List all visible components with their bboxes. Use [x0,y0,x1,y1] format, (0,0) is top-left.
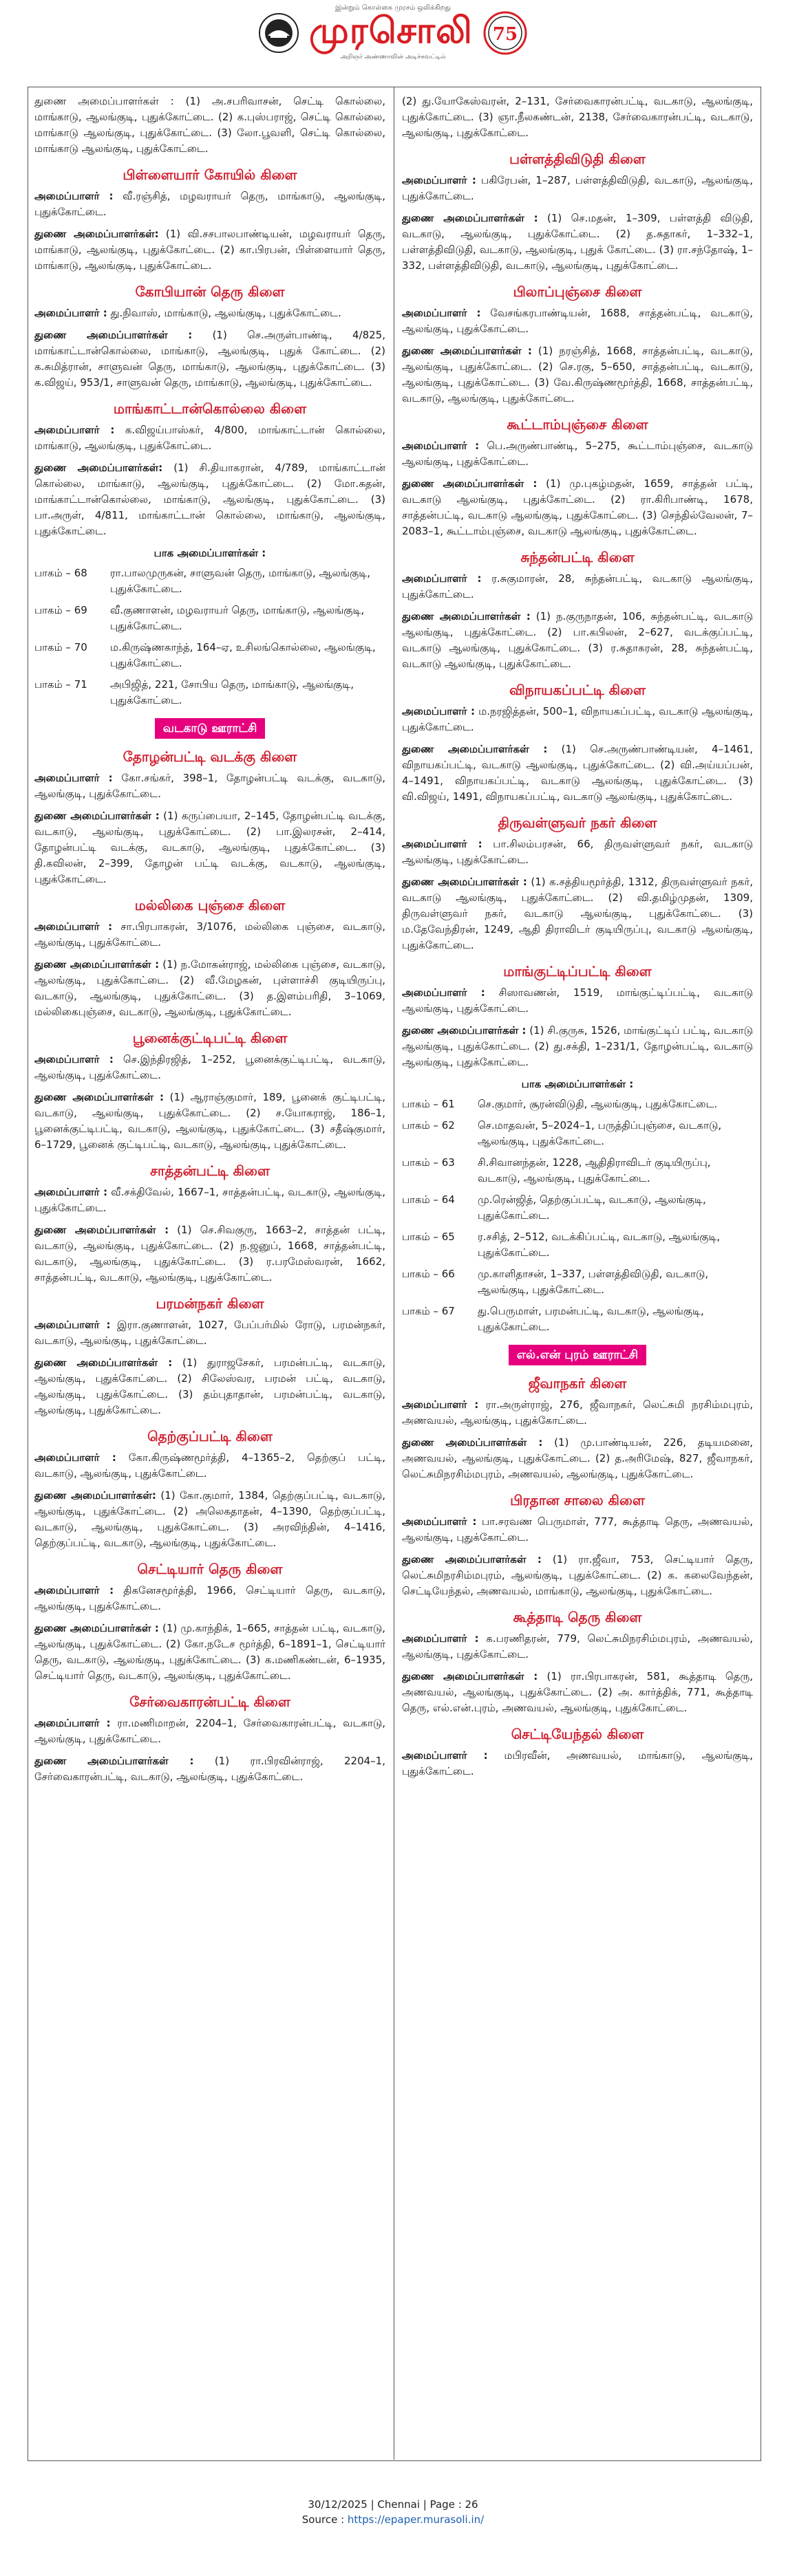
branch-heading: பரமன்நகர் கிளை [156,1295,264,1312]
booth-organiser: ர.சசித், 2–512, வடக்கிப்பட்டி, வடகாடு, ஆலங்குடி, புதுக்கோட்டை. [478,1231,721,1259]
member-details: (1) ரா.ஜீவா, 753, செட்டியார் தெரு, லெட்சுமிநரசிம்மபுரம், ஆலங்குடி, புதுக்கோட்டை. (2) க. கலைவேந்தன், செட்டியேந்தல், அணவயல், மாங்காடு, ஆலங்குடி, புதுக்கோட்டை. [402,1553,753,1597]
role-label: துணை அமைப்பாளர்கள் : [402,1024,527,1037]
booth-row [402,1155,753,1187]
member-entry [34,1222,385,1286]
booth-organiser: ம.கிருஷ்ணகாந்த், 164–ஏ, உசிலங்கொல்லை, ஆலங்குடி, புதுக்கோட்டை. [110,641,376,669]
branch-heading: தெற்குப்பட்டி கிளை [147,1428,273,1444]
member-details: வீ.சக்திவேல், 1667–1, சாத்தன்பட்டி, வடகாடு, ஆலங்குடி, புதுக்கோட்டை. [34,1186,385,1214]
member-details: துணை அமைப்பாளர்கள் : (1) அ.சபரிவாசன், செட்டி கொல்லை, மாங்காடு, ஆலங்குடி, புதுக்கோட்டை. (2) க.புஸ்பராஜ், செட்டி கொல்லை, மாங்காடு ஆலங்குடி, புதுக்கோட்டை. (3) லோ.பூவளி, செட்டி கொல்லை, மாங்காடு ஆலங்குடி, புதுக்கோட்டை. [34,95,385,155]
member-entry [34,1753,385,1785]
booth-number: பாகம் – 65 [402,1231,455,1243]
member-details: (1) வி.சசபாலபாண்டியன், மழவராயர் தெரு, மாங்காடு, ஆலங்குடி, புதுக்கோட்டை. (2) கா.பிரபன், பிள்ளையார் தெரு, மாங்காடு, ஆலங்குடி, புதுக்கோட்டை. [34,228,385,272]
member-entry [34,327,385,391]
booth-organiser: ரா.பாலமுருகன், சாளுவன் தெரு, மாங்காடு, ஆலங்குடி, புதுக்கோட்டை. [110,567,370,595]
panchayat-banner: எல்.என் புரம் ஊராட்சி [509,1345,646,1365]
member-details: சா.பிரபாகரன், 3/1076, மல்லிகை புஞ்சை, வடகாடு, ஆலங்குடி, புதுக்கோட்டை. [34,920,385,949]
role-label: அமைப்பாளர் : [402,986,485,999]
member-entry [402,874,753,953]
booth-row [34,565,385,597]
masthead-tagline: இன்றும் கொள்கை முரசம் ஒலிக்கிறது [334,4,452,12]
member-details: பா.சரவண பெருமாள், 777, கூத்தாடி தெரு, அணவயல், ஆலங்குடி, புதுக்கோட்டை. [402,1515,753,1544]
branch-heading: செட்டியார் தெரு கிளை [137,1561,283,1577]
member-details: பெ.அருண்பாண்டி, 5–275, கூட்டாம்புஞ்சை, வடகாடு ஆலங்குடி, புதுக்கோட்டை. [402,440,753,468]
member-details: (1) கருப்பையா, 2–145, தோழன்பட்டி வடக்கு, வடகாடு, ஆலங்குடி, புதுக்கோட்டை. (2) பா.இலரசன், 2–414, தோழன்பட்டி வடக்கு, வடகாடு, ஆலங்குடி, புதுக்கோட்டை. (3) தி.கவிலன், 2–399, தோழன் பட்டி வடக்கு, வடகாடு, ஆலங்குடி, புதுக்கோட்டை. [34,810,385,885]
member-details: (1) மு.புகழ்மதன், 1659, சாத்தன் பட்டி, வடகாடு ஆலங்குடி, புதுக்கோட்டை. (2) ரா.கிரிபாண்டி, 1678, சாத்தன்பட்டி, வடகாடு ஆலங்குடி, புதுக்கோட்டை. (3) செந்தில்வேலன், 7–2083–1, கூட்டாம்புஞ்சை, வடகாடு ஆலங்குடி, புதுக்கோட்டை. [402,477,753,537]
member-details: (1) மு.காந்திக், 1–665, சாத்தன் பட்டி, வடகாடு, ஆலங்குடி, புதுக்கோட்டை. (2) கோ.நடேச மூர்த்தி, 6–1891–1, செட்டியார் தெரு, வடகாடு, ஆலங்குடி, புதுக்கோட்டை. (3) க.மணிகண்டன், 6–1935, செட்டியார் தெரு, வடகாடு, ஆலங்குடி, புதுக்கோட்டை. [34,1622,385,1682]
member-details: இரா.குணாளன், 1027, பேப்பர்மில் ரோடு, பரமன்நகர், வடகாடு, ஆலங்குடி, புதுக்கோட்டை. [34,1319,385,1347]
branch-heading: பிலாப்புஞ்சை கிளை [513,283,642,300]
booth-organiser: அபிஜித், 221, சோபிய தெரு, மாங்காடு, ஆலங்குடி, புதுக்கோட்டை. [110,678,354,706]
branch-heading: மாங்குட்டிப்பட்டி கிளை [503,963,652,979]
role-label: அமைப்பாளர் : [402,1398,479,1411]
member-details: (1) செ.அருண்பாண்டியன், 4–1461, விநாயகப்பட்டி, வடகாடு ஆலங்குடி, புதுக்கோட்டை. (2) வி.அய்யப்பன், 4–1491, விநாயகப்பட்டி, வடகாடு ஆலங்குடி, புதுக்கோட்டை. (3) வி.விஜய், 1491, விநாயகப்பட்டி, வடகாடு ஆலங்குடி, புதுக்கோட்டை. [402,743,753,803]
member-details: பகிரேபன், 1–287, பள்ளத்திவிடுதி, வடகாடு, ஆலங்குடி, புதுக்கோட்டை. [402,174,753,202]
member-entry [402,94,753,141]
role-label: துணை அமைப்பாளர்கள் : [402,1436,543,1449]
booth-organiser: மு.காளிதாசன், 1–337, பள்ளத்திவிடுதி, வடகாடு, ஆலங்குடி, புதுக்கோட்டை. [478,1268,709,1296]
booth-row [34,640,385,671]
role-label: துணை அமைப்பாளர்கள் : [34,1091,164,1103]
member-entry [34,1317,385,1349]
role-label: அமைப்பாளர் : [34,424,115,436]
booth-number: பாகம் – 64 [402,1193,455,1206]
member-details: ர.சுகுமாரன், 28, சுந்தன்பட்டி, வடகாடு ஆலங்குடி, புதுக்கோட்டை. [402,572,753,600]
booth-row [34,677,385,708]
member-details: (1) ந.மோகன்ராஜ், மல்லிகை புஞ்சை, வடகாடு, ஆலங்குடி, புதுக்கோட்டை. (2) வீ.மேழகன், புள்ளாச்சி குடியிருப்பு, வடகாடு, ஆலங்குடி, புதுக்கோட்டை. (3) த.இளம்பரிதி, 3–1069, மல்லிகைபுஞ்சை, வடகாடு, ஆலங்குடி, புதுக்கோட்டை. [34,958,385,1018]
member-details: (1) ந.குருநாதன், 106, சுந்தன்பட்டி, வடகாடு ஆலங்குடி, புதுக்கோட்டை. (2) பா.கபிலன், 2–627, வடக்குப்பட்டி, வடகாடு ஆலங்குடி, புதுக்கோட்டை. (3) ர.சுதாகரன், 28, சுந்தன்பட்டி, வடகாடு ஆலங்குடி, புதுக்கோட்டை. [402,610,753,670]
member-entry [34,1715,385,1747]
booth-number: பாகம் – 69 [34,604,87,616]
masthead-subtagline: அறிஞர் அண்ணாவின் அடிச்சுவட்டில் [340,54,446,61]
rising-sun-emblem-icon [258,12,299,54]
member-entry [402,609,753,672]
member-entry [402,1514,753,1546]
role-label: துணை அமைப்பாளர்கள்: [34,1489,156,1502]
booth-number: பாகம் – 66 [402,1268,455,1280]
booth-row [402,1229,753,1261]
section-subheading: பாக அமைப்பாளர்கள் : [521,1078,634,1090]
member-details: கோ.கிருஷ்ணமூர்த்தி, 4–1365–2, தெற்குப் பட்டி, வடகாடு, ஆலங்குடி, புதுக்கோட்டை. [34,1451,385,1480]
member-entry [402,1552,753,1599]
role-label: அமைப்பாளர் : [402,307,481,319]
logo [258,10,528,56]
booth-row [402,1266,753,1298]
member-details: (1) ரா.பிரவின்ராஜ், 2204–1, சேர்வைகாரன்பட்டி, வடகாடு, ஆலங்குடி, புதுக்கோட்டை. [34,1755,385,1783]
branch-heading: பிள்ளையார் கோயில் கிளை [123,166,297,183]
member-entry [34,1052,385,1083]
footer-source-line [0,2512,786,2527]
member-entry [402,1435,753,1482]
branch-heading: பிரதான சாலை கிளை [510,1492,645,1508]
member-details: (1) செ.சிவகுரு, 1663–2, சாத்தன் பட்டி, வடகாடு, ஆலங்குடி, புதுக்கோட்டை. (2) ந.ஜனுப், 1668, சாத்தன்பட்டி, வடகாடு, ஆலங்குடி, புதுக்கோட்டை. (3) ர.பரமேஸ்வரன், 1662, சாத்தன்பட்டி, வடகாடு, ஆலங்குடி, புதுக்கோட்டை. [34,1224,385,1284]
member-entry [34,1450,385,1482]
member-details: திகனேசமூர்த்தி, 1966, செட்டியார் தெரு, வடகாடு, ஆலங்குடி, புதுக்கோட்டை. [34,1584,385,1612]
member-entry [34,1090,385,1153]
member-entry [402,210,753,274]
booth-row [402,1118,753,1149]
member-details: வேசங்கரபாண்டியன், 1688, சாத்தன்பட்டி, வடகாடு, ஆலங்குடி, புதுக்கோட்டை. [402,307,753,335]
booth-number: பாகம் – 67 [402,1305,455,1317]
anniversary-75-badge [482,10,528,56]
role-label: அமைப்பாளர் : [402,1632,479,1645]
role-label: அமைப்பாளர் : [34,1319,111,1331]
role-label: துணை அமைப்பாளர்கள் : [402,876,527,888]
member-entry [402,704,753,735]
member-entry [34,1583,385,1614]
role-label: துணை அமைப்பாளர்கள் : [34,1622,159,1634]
booth-row [402,1192,753,1224]
panchayat-banner: வடகாடு ஊராட்சி [155,718,266,739]
member-details: (1) க.சத்தியமூர்த்தி, 1312, திருவள்ளுவர் நகர், வடகாடு ஆலங்குடி, புதுக்கோட்டை. (2) வி.தமிழ்முதன், 1309, திருவள்ளுவர் நகர், வடகாடு ஆலங்குடி, புதுக்கோட்டை. (3) ம.தேவேந்திரன், 1249, ஆதி திராவிடர் குடியிருப்பு, வடகாடு ஆலங்குடி, புதுக்கோட்டை. [402,876,753,951]
member-details: ரா.மணிமாறன், 2204–1, சேர்வைகாரன்பட்டி, வடகாடு, ஆலங்குடி, புதுக்கோட்டை. [34,1717,385,1745]
member-entry [34,1488,385,1551]
masthead [0,0,786,66]
member-entry [34,305,385,321]
booth-row [402,1096,753,1112]
member-details: பா.சிலம்பரசன், 66, திருவள்ளுவர் நகர், வடகாடு ஆலங்குடி, புதுக்கோட்டை. [402,838,753,866]
branch-heading: தோழன்பட்டி வடக்கு கிளை [123,748,297,765]
role-label: துணை அமைப்பாளர்கள் : [402,743,548,755]
member-details: (1) செ.மதன், 1–309, பள்ளத்தி விடுதி, வடகாடு, ஆலங்குடி, புதுக்கோட்டை. (2) த.சுதாகர், 1–332–1, பள்ளத்திவிடுதி, வடகாடு, ஆலங்குடி, புதுக் கோட்டை. (3) ரா.சந்தோஷ், 1–332, பள்ளத்திவிடுதி, வடகாடு, ஆலங்குடி, புதுக்கோட்டை. [402,212,753,272]
branch-heading: செட்டியேந்தல் கிளை [511,1726,644,1742]
member-details: சிஸாவணன், 1519, மாங்குட்டிப்பட்டி, வடகாடு ஆலங்குடி, புதுக்கோட்டை. [402,986,753,1015]
member-entry [402,1669,753,1716]
member-entry [34,94,385,157]
role-label: அமைப்பாளர் : [34,307,107,319]
logo-wordmark: முரசொலி [309,10,473,52]
member-details: க.விஜய்பாஸ்கர், 4/800, மாங்காட்டான் கொல்லை, மாங்காடு, ஆலங்குடி, புதுக்கோட்டை. [34,424,385,452]
role-label: அமைப்பாளர் : [402,174,476,186]
role-label: அமைப்பாளர் : [34,1584,114,1597]
member-details: (1) ரா.பிரபாகரன், 581, கூத்தாடி தெரு, அணவயல், ஆலங்குடி, புதுக்கோட்டை. (2) அ. கார்த்திக், 771, கூத்தாடி தெரு, எல்.என்.புரம், அணவயல், ஆலங்குடி, புதுக்கோட்டை. [402,1670,753,1714]
left-column [34,94,385,2453]
role-label: துணை அமைப்பாளர்கள் : [402,610,531,623]
member-entry [34,957,385,1020]
section-subheading: பாக அமைப்பாளர்கள் : [153,547,266,559]
role-label: அமைப்பாளர் : [402,440,480,452]
booth-organiser: சி.சிவானந்தன், 1228, ஆதிதிராவிடர் குடியிருப்பு, வடகாடு, ஆலங்குடி, புதுக்கோட்டை. [478,1156,711,1184]
member-entry [402,476,753,539]
member-details: (1) மு.பாண்டியன், 226, தடியமனை, அணவயல், ஆலங்குடி, புதுக்கோட்டை. (2) த.அரிமேஷ், 827, ஜீவாநகர், லெட்சுமிநரசிம்மபுரம், அணவயல், ஆலங்குடி, புதுக்கோட்டை. [402,1436,753,1480]
anniversary-number: 75 [492,24,518,45]
right-column [402,94,753,2453]
member-details: து.நிவாஸ், மாங்காடு, ஆலங்குடி, புதுக்கோட்டை. [107,307,341,319]
booth-number: பாகம் – 70 [34,641,87,653]
member-entry [34,422,385,454]
booth-organiser: து.பெருமாள், பரமன்பட்டி, வடகாடு, ஆலங்குடி, புதுக்கோட்டை. [478,1305,704,1333]
branch-heading: பூனைக்குட்டிபட்டி கிளை [132,1030,288,1046]
role-label: துணை அமைப்பாளர்கள் : [34,1224,169,1236]
member-entry [34,460,385,539]
branch-heading: சுந்தன்பட்டி கிளை [520,549,635,565]
page-footer [0,2497,786,2527]
member-entry [34,1184,385,1216]
member-entry [402,343,753,407]
member-details: (1) சி.குருசு, 1526, மாங்குட்டிப் பட்டி, வடகாடு ஆலங்குடி, புதுக்கோட்டை. (2) து.சக்தி, 1–231/1, தோழன்பட்டி, வடகாடு ஆலங்குடி, புதுக்கோட்டை. [402,1024,753,1068]
role-label: துணை அமைப்பாளர்கள் : [402,1553,542,1566]
role-label: அமைப்பாளர் : [402,705,476,717]
member-entry [402,173,753,204]
member-details: கோ.சங்கர், 398–1, தோழன்பட்டி வடக்கு, வடகாடு, ஆலங்குடி, புதுக்கோட்டை. [34,772,385,800]
branch-heading: கூத்தாடி தெரு கிளை [513,1609,642,1625]
member-entry [34,1355,385,1418]
member-details: வீ.ரஞ்சித், மழவராயர் தெரு, மாங்காடு, ஆலங்குடி, புதுக்கோட்டை. [34,190,385,218]
member-entry [402,985,753,1017]
member-entry [34,1621,385,1684]
booth-number: பாகம் – 62 [402,1119,455,1132]
member-details: (1) கோ.குமார், 1384, தெற்குப்பட்டி, வடகாடு, ஆலங்குடி, புதுக்கோட்டை. (2) அலெகதாதன், 4–1390, தெற்குப்பட்டி, வடகாடு, ஆலங்குடி, புதுக்கோட்டை. (3) அரவிந்தின், 4–1416, தெற்குப்பட்டி, வடகாடு, ஆலங்குடி, புதுக்கோட்டை. [34,1489,385,1549]
booth-row [34,603,385,634]
member-entry [402,305,753,337]
member-entry [34,808,385,887]
member-entry [402,836,753,868]
role-label: துணை அமைப்பாளர்கள் : [34,810,160,822]
member-details: ம.நரஜித்தன், 500–1, விநாயகப்பட்டி, வடகாடு ஆலங்குடி, புதுக்கோட்டை. [402,705,753,733]
booth-number: பாகம் – 68 [34,567,87,579]
role-label: அமைப்பாளர் : [34,1717,111,1729]
role-label: துணை அமைப்பாளர்கள் : [402,345,532,357]
member-entry [34,919,385,951]
booth-number: பாகம் – 61 [402,1098,455,1110]
member-entry [402,1748,753,1779]
booth-number: பாகம் – 63 [402,1156,455,1169]
booth-organiser: செ.மாதவன், 5–2024–1, பருத்திப்புஞ்சை, வடகாடு, ஆலங்குடி, புதுக்கோட்டை. [478,1119,722,1147]
branch-heading: பள்ளத்திவிடுதி கிளை [509,151,646,167]
member-details: (1) செ.அருள்பாண்டி, 4/825, மாங்காட்டான்கொல்லை, மாங்காடு, ஆலங்குடி, புதுக் கோட்டை. (2) க.சுமித்ரான், சாளுவன் தெரு, மாங்காடு, ஆலங்குடி, புதுக்கோட்டை. (3) க.விஜய், 953/1, சாளுவன் தெரு, மாங்காடு, ஆலங்குடி, புதுக்கோட்டை. [34,329,385,389]
member-entry [34,188,385,220]
role-label: துணை அமைப்பாளர்கள் : [34,1356,173,1369]
member-entry [34,770,385,802]
member-details: செ.இந்திரஜித், 1–252, பூனைக்குட்டிபட்டி, வடகாடு, ஆலங்குடி, புதுக்கோட்டை. [34,1053,385,1081]
member-entry [402,742,753,805]
member-entry [402,1397,753,1429]
member-details: ரா.அருள்ராஜ், 276, ஜீவாநகர், லெட்சுமி நரசிம்மபுரம், அணவயல், ஆலங்குடி, புதுக்கோட்டை. [402,1398,753,1427]
role-label: அமைப்பாளர் : [402,1515,477,1528]
role-label: துணை அமைப்பாளர்கள்: [34,462,163,474]
branch-heading: கோபியான் தெரு கிளை [135,283,285,300]
role-label: துணை அமைப்பாளர்கள் : [34,329,193,341]
role-label: அமைப்பாளர் : [34,190,114,202]
branch-heading: சாத்தன்பட்டி கிளை [149,1162,270,1179]
branch-heading: சேர்வைகாரன்பட்டி கிளை [129,1693,290,1710]
member-details: (1) ஆராஞ்குமார், 189, பூனைக் குட்டிபட்டி, வடகாடு, ஆலங்குடி, புதுக்கோட்டை. (2) ச.யோகராஜ், 186–1, பூனைக்குட்டிபட்டி, வடகாடு, ஆலங்குடி, புதுக்கோட்டை. (3) சதீஷ்குமார், 6–1729, பூனைக் குட்டிபட்டி, வடகாடு, ஆலங்குடி, புதுக்கோட்டை. [34,1091,385,1151]
role-label: அமைப்பாளர் : [34,1053,114,1065]
role-label: அமைப்பாளர் : [34,1186,108,1198]
branch-heading: விநாயகப்பட்டி கிளை [509,682,646,698]
role-label: அமைப்பாளர் : [34,920,113,933]
branch-heading: ஜீவாநகர் கிளை [528,1375,627,1392]
role-label: அமைப்பாளர் : [34,1451,116,1464]
branch-heading: திருவள்ளுவர் நகர் கிளை [498,814,657,831]
role-label: துணை அமைப்பாளர்கள் : [402,212,538,224]
role-label: துணை அமைப்பாளர்கள் : [34,958,160,971]
role-label: அமைப்பாளர் : [402,1749,488,1762]
booth-row [402,1303,753,1335]
member-details: (1) சி.தியாகரான், 4/789, மாங்காட்டான் கொல்லை, மாங்காடு, ஆலங்குடி, புதுக்கோட்டை. (2) மோ.சுதன், மாங்காட்டான்கொல்லை, மாங்காடு, ஆலங்குடி, புதுக்கோட்டை. (3) பா.அருள், 4/811, மாங்காட்டான் கொல்லை, மாங்காடு, ஆலங்குடி, புதுக்கோட்டை. [34,462,385,537]
branch-heading: கூட்டாம்புஞ்சை கிளை [507,416,648,433]
footer-date-line: 30/12/2025 | Chennai | Page : 26 [308,2498,478,2511]
branch-heading: மாங்காட்டான்கொல்லை கிளை [113,400,307,417]
booth-organiser: வீ.குணாளன், மழவராயர் தெரு, மாங்காடு, ஆலங்குடி, புதுக்கோட்டை. [110,604,365,632]
member-details: க.பரணிதரன், 779, லெட்சுமிநரசிம்மபுரம், அணவயல், ஆலங்குடி, புதுக்கோட்டை. [402,1632,753,1660]
role-label: துணை அமைப்பாளர்கள்: [34,228,159,240]
role-label: துணை அமைப்பாளர்கள் : [402,477,538,490]
booth-number: பாகம் – 71 [34,678,87,691]
role-label: அமைப்பாளர் : [34,772,113,784]
role-label: துணை அமைப்பாளர்கள் : [402,1670,538,1682]
role-label: அமைப்பாளர் : [402,572,482,585]
role-label: அமைப்பாளர் : [402,838,482,850]
member-details: (1) நரஞ்சித், 1668, சாத்தன்பட்டி, வடகாடு, ஆலங்குடி, புதுக்கோட்டை. (2) செ.ரகு, 5–650, சாத்தன்பட்டி, வடகாடு, ஆலங்குடி, புதுக்கோட்டை. (3) வே.கிருஷ்ணமூர்த்தி, 1668, சாத்தன்பட்டி, வடகாடு, ஆலங்குடி, புதுக்கோட்டை. [402,345,753,404]
member-details: (1) துராஜசேகர், பரமன்பட்டி, வடகாடு, ஆலங்குடி, புதுக்கோட்டை. (2) சிலேஸ்வர, பரமன் பட்டி, வடகாடு, ஆலங்குடி, புதுக்கோட்டை. (3) தம்புதாதான், பரமன்பட்டி, வடகாடு, ஆலங்குடி, புதுக்கோட்டை. [34,1356,385,1416]
member-details: (2) து.யோகேஸ்வரன், 2–131, சேர்வைகாரன்பட்டி, வடகாடு, ஆலங்குடி, புதுக்கோட்டை. (3) ஞா.நீலகண்டன், 2138, சேர்வைகாரன்பட்டி, வடகாடு, ஆலங்குடி, புதுக்கோட்டை. [402,95,753,139]
member-details: மபிரவீன், அணவயல், மாங்காடு, ஆலங்குடி, புதுக்கோட்டை. [402,1749,753,1777]
member-entry [402,571,753,603]
booth-organiser: செ.குமார், சூரன்விடுதி, ஆலங்குடி, புதுக்கோட்டை. [478,1098,718,1110]
member-entry [34,226,385,274]
member-entry [402,438,753,470]
footer-source-label: Source : [301,2513,348,2526]
member-entry [402,1023,753,1070]
role-label: துணை அமைப்பாளர்கள் : [34,1755,194,1767]
member-entry [402,1631,753,1663]
booth-organiser: மு.ரென்ஜித், தெற்குப்பட்டி, வடகாடு, ஆலங்குடி, புதுக்கோட்டை. [478,1193,706,1222]
branch-heading: மல்லிகை புஞ்சை கிளை [134,897,286,913]
footer-source-link[interactable]: https://epaper.murasoli.in/ [347,2513,485,2526]
